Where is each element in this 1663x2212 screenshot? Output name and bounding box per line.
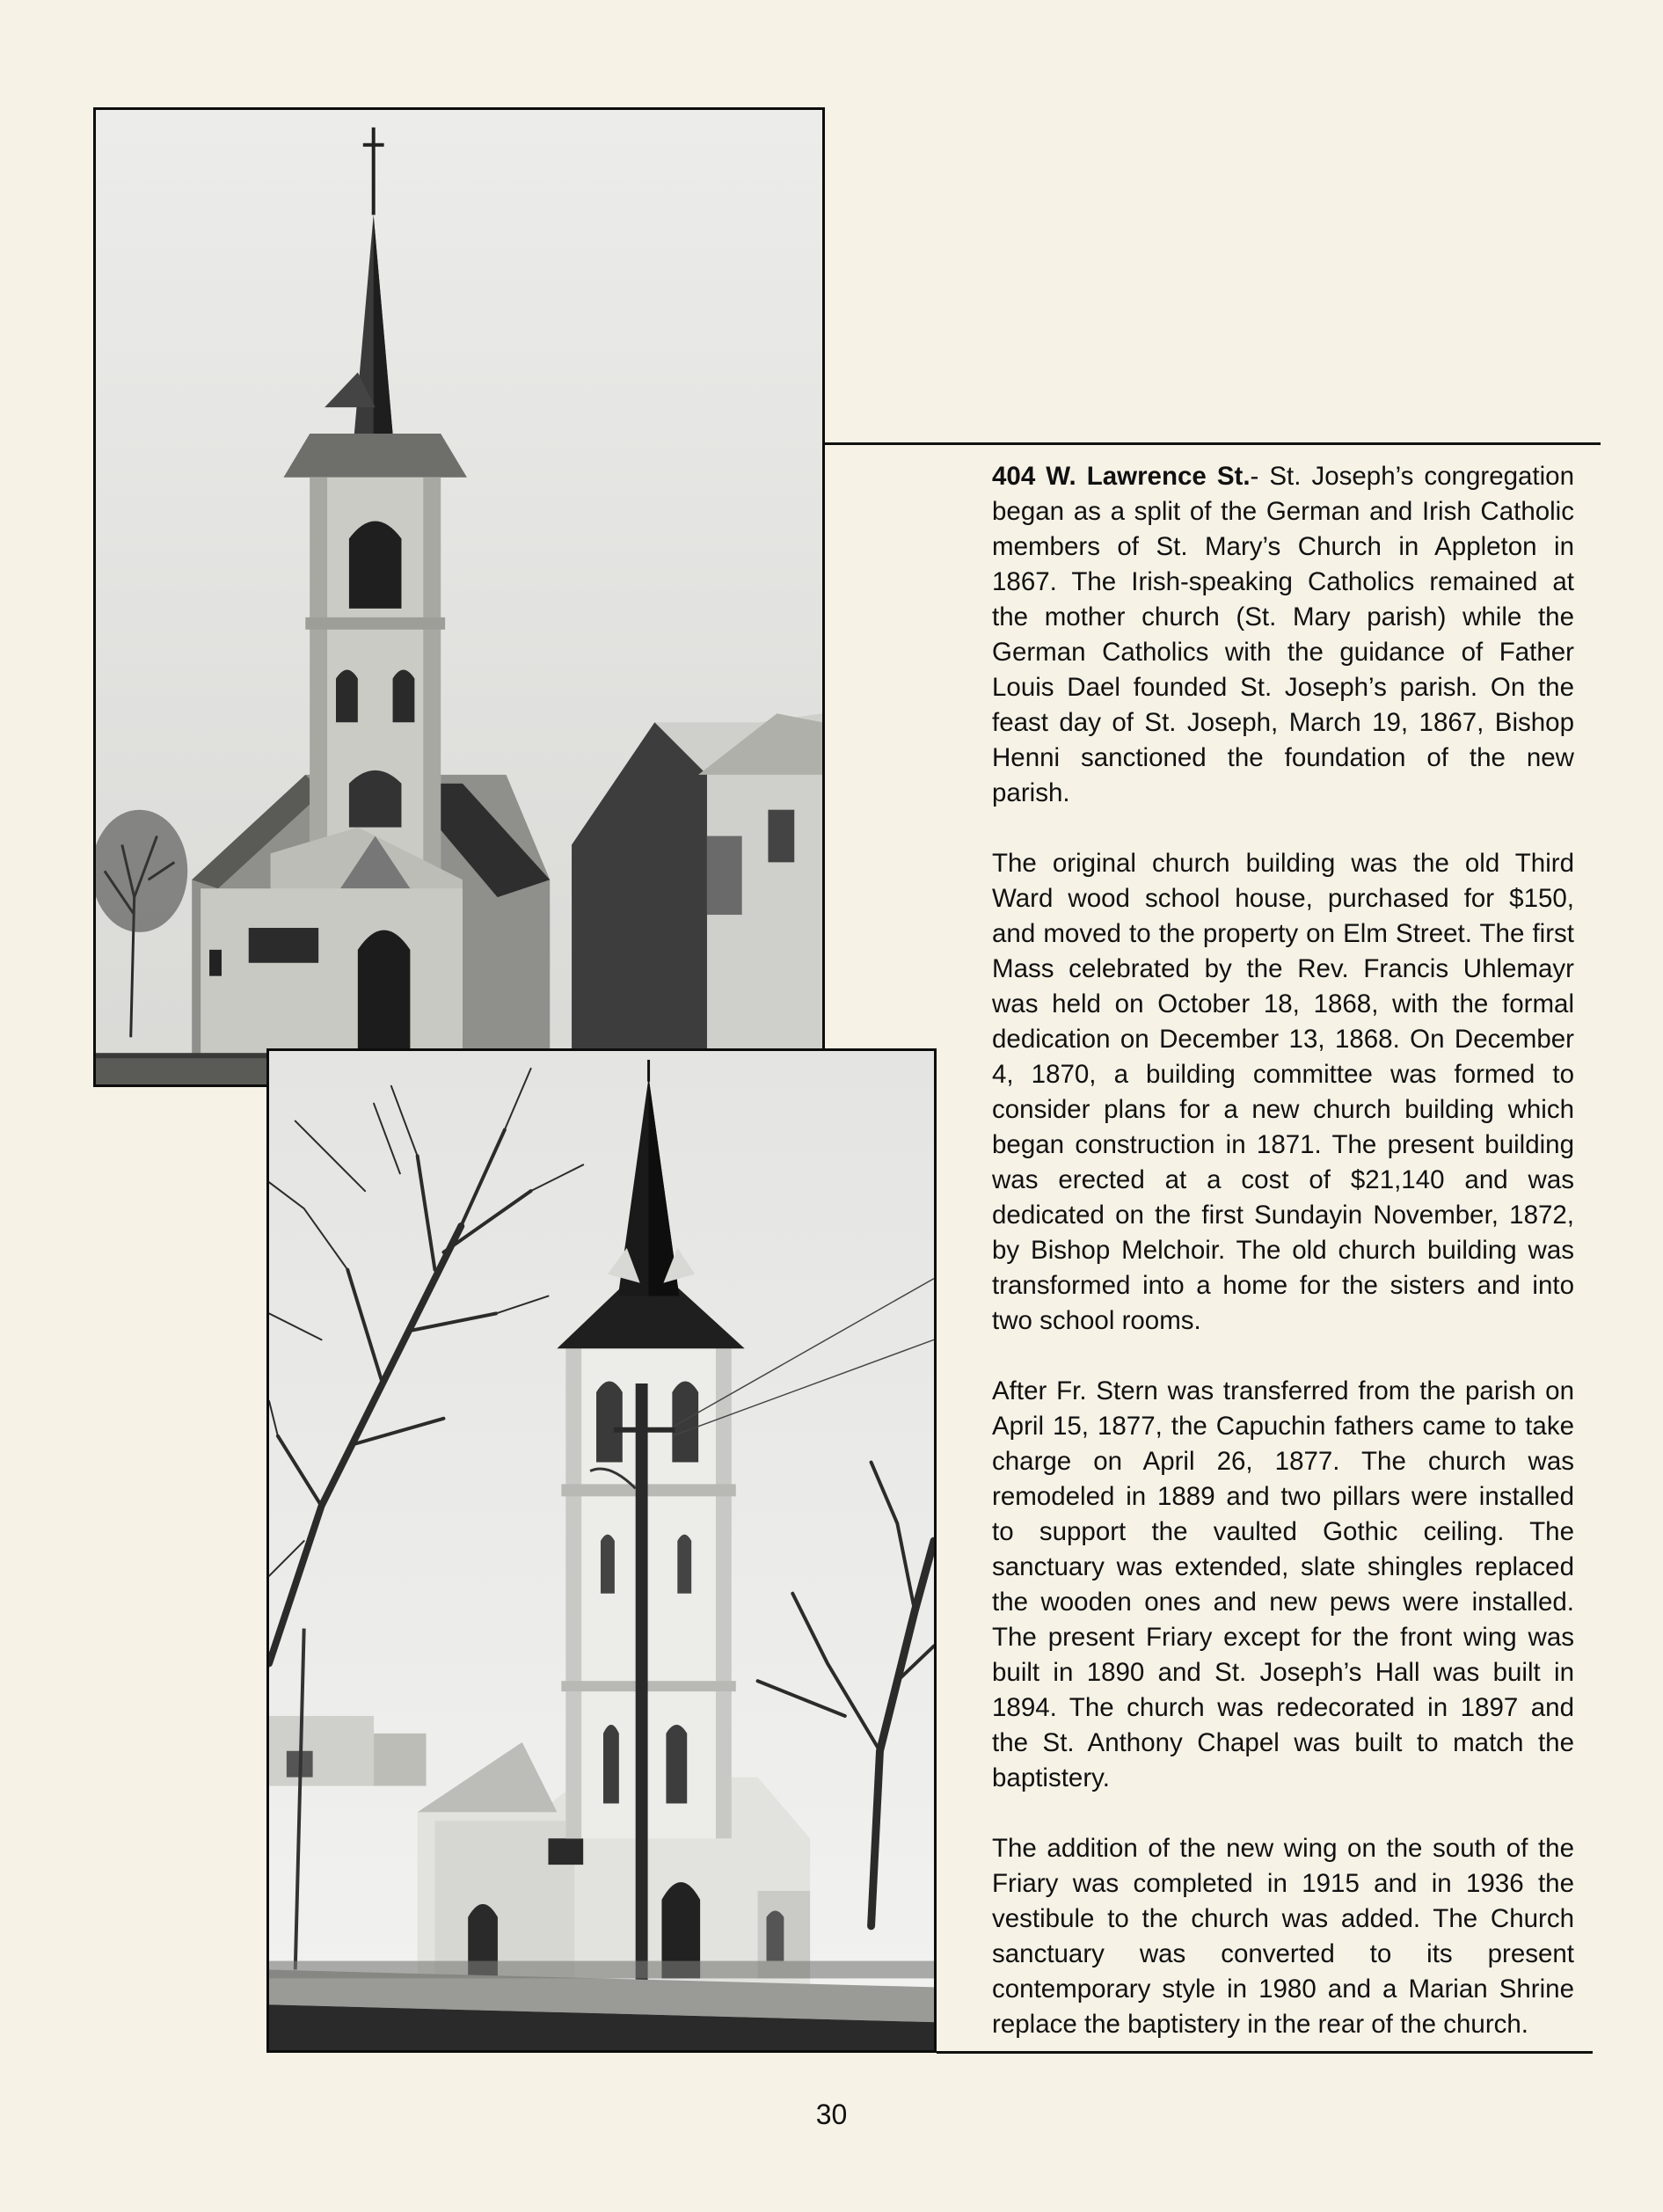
modern-church-photo [266,1048,937,2053]
top-rule [823,442,1601,445]
address-heading: 404 W. Lawrence St. [992,462,1251,491]
page-number: 30 [815,2099,848,2130]
historic-church-photo [93,107,825,1087]
paragraph-1-text: St. Joseph’s congregation began as a split of the German and Irish Catholic members of St. Mary’s Church in Appleton in 1867. The Irish-speaking Catholics remained at the mother church (St. Mary parish) while the German Catholics with the guidance of Father Louis Dael founded St. Joseph’s parish. On the feast day of St. Joseph, March 19, 1867, Bishop Henni sanctioned the foundation of the new parish. [992,462,1574,807]
paragraph-2: The original church building was the old Third Ward wood school house, purchased for $150, and moved to the property on Elm Street. The first Mass celebrated by the Rev. Francis Uhlemayr was held on October 18, 1868, with the formal dedication on December 13, 1868. On December 4, 1870, a building committee was formed to consider plans for a new church building which began construction in 1871. The present building was erected at a cost of $21,140 and was dedicated on the first Sundayin November, 1872, by Bishop Melchoir. The old church building was transformed into a home for the sisters and into two school rooms. [992,849,1574,1335]
modern-church-illustration [269,1051,934,2050]
paragraph-4: The addition of the new wing on the south of the Friary was completed in 1915 and in 1936 the vestibule to the church was added. The Church sanctuary was converted to its present contemporary style in 1980 and a Marian Shrine replace the baptistery in the rear of the church. [992,1834,1574,2039]
historic-church-illustration [96,110,822,1084]
heading-separator: - [1250,462,1270,491]
article-text [992,459,1574,2077]
paragraph-1 [992,459,1574,811]
paragraph-3: After Fr. Stern was transferred from the parish on April 15, 1877, the Capuchin fathers came to take charge on April 26, 1877. The church was remodeled in 1889 and two pillars were installed to support the vaulted Gothic ceiling. The sanctuary was extended, slate shingles replaced the wooden ones and new pews were installed. The present Friary except for the front wing was built in 1890 and St. Joseph’s Hall was built in 1894. The church was redecorated in 1897 and the St. Anthony Chapel was built to match the baptistery. [992,1376,1574,1792]
